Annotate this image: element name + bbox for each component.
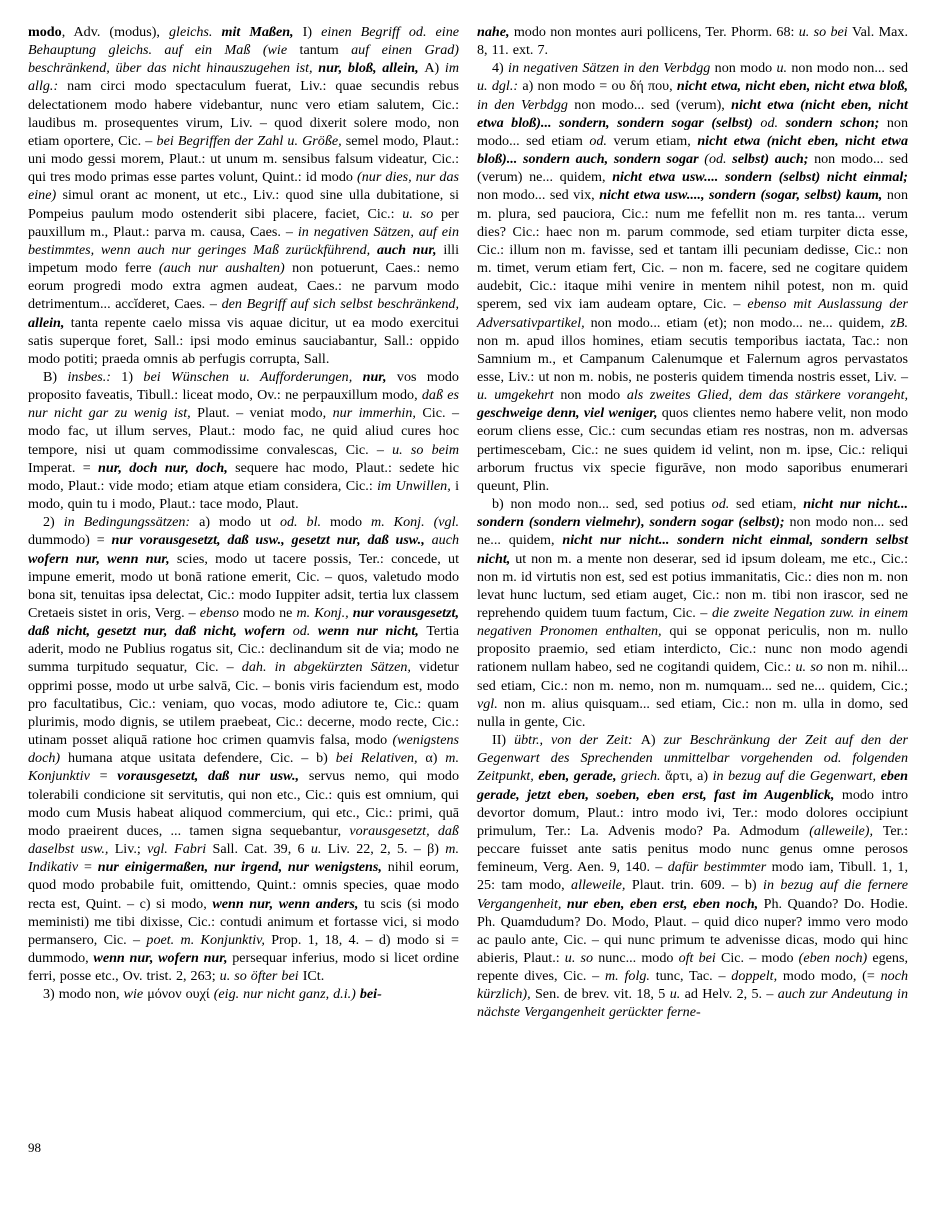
text-segment: (od. xyxy=(704,151,733,168)
text-segment: persequar inferius, modo si licet ordine ferri, posse etc., Ov. trist. 2, 263; xyxy=(28,949,459,985)
text-segment: u. dgl.: xyxy=(477,78,523,95)
text-segment: qui se opponat periculis, non m. nullo proposito praemio, sed etiam interdicto, Cic.: nunc non modo agendi rationem nullam habeo, sed ne cogitandi quidem, Cic.: xyxy=(477,623,908,676)
text-segment: Prop. 1, 18, 4. – d) modo si = dummodo, xyxy=(28,931,459,966)
text-segment: einen Begriff od. eine Behauptung gleichs. auf ein Maß (wie xyxy=(28,24,460,59)
text-segment: nicht nur nicht... sondern (sondern vielmehr), sondern sogar (selbst); xyxy=(477,496,908,531)
text-segment: sed etiam, xyxy=(736,496,804,513)
text-segment: nicht nur nicht... sondern nicht einmal, sondern selbst nicht, xyxy=(477,532,909,567)
text-segment: modo modo, (= xyxy=(782,968,881,985)
text-segment: od. xyxy=(760,114,786,131)
text-segment: noch kürzlich), xyxy=(477,968,908,1003)
text-segment: eben gerade, jetzt eben, soeben, eben erst, fast im Augenblick, xyxy=(477,768,908,803)
text-segment: nicht etwa (nicht eben, nicht etwa bloß)... sondern, sondern sogar (selbst) xyxy=(477,96,908,131)
text-segment: vorausgesetzt, daß daselbst usw., xyxy=(28,822,459,858)
text-segment: bei- xyxy=(359,986,382,1003)
text-segment: u. so beim xyxy=(392,441,459,458)
text-segment: = xyxy=(83,859,98,876)
text-segment: vorausgesetzt, daß nur usw., xyxy=(117,768,309,785)
column-right xyxy=(477,23,908,1022)
text-segment: u. xyxy=(669,986,685,1003)
text-segment: zB. xyxy=(890,314,908,331)
text-segment: in den Verbdgg xyxy=(477,96,575,113)
text-segment: eben, gerade, xyxy=(538,768,622,785)
text-segment: modo xyxy=(28,24,62,40)
text-segment: quos clientes nemo habere velit, non modo eorum cliens esse, Cic.: cum secundas etiam res nostras, non m. adversas pertimescebam, Cic.: ne sues quidem id velint, non m. ipse, Cic.: reliqui arborum fructus vix specie figurāve, non modo saporibus enumerari queunt, Plin. xyxy=(477,405,908,494)
text-segment: modo ne xyxy=(242,605,297,621)
text-segment: non potuerunt, Caes.: nemo eorum progredi modo extra agmen audeat, Caes.: ne parvum modo detrimentum... accĭderet, Caes. – xyxy=(28,260,459,313)
text-segment: videtur opprimi posse, modo ut urbe salvā, Cic. – bonis viris faciendum est, modo pro facultatibus, Cic.: veniam, quo vocas, modo adiutore te, Cic.: quam plurimis, modo dignis, se utilem praebeat, Cic.: decerne, modo recte, Cic.: utinam posset aliquā ratione hoc crimen quamvis falsa, modo xyxy=(28,659,459,749)
text-segment: dummodo) = xyxy=(28,532,112,549)
text-segment: Cic. – modo fac, ut illum serves, Plaut.: modo fac, ne quid aliud cures hoc tempore, nisi ut quam commodissime convalescas, Cic. – xyxy=(28,405,459,458)
text-segment: tu scis (si modo meministi) me tibi dixisse, Cic.: contudi animum et fortasse vici, si modo permansero, Cic. – xyxy=(28,895,459,948)
text-segment: (eig. nur nicht ganz, d.i.) xyxy=(213,986,360,1003)
text-segment: Ph. Quando? Do. Hodie. Ph. Quamdudum? Do. Modo, Plaut. – quid dico nuper? immo vero modo ac paulo ante, Cic. – qui nunc primum te advenisse dicas, modo qui hinc abieris, Plaut.: xyxy=(477,895,908,966)
text-segment: Tertia aderit, modo ne Publius rogatus sit, Cic.: declinandum sit de via; modo ne summa turpitudo sequatur, Cic. – xyxy=(28,623,459,676)
text-segment: m. Konj., xyxy=(296,605,353,621)
text-segment: in negativen Sätzen, auf ein bestimmtes, wenn auch nur geringes Maß zurückführend, xyxy=(28,223,459,258)
entry-paragraph xyxy=(477,59,908,495)
text-segment: Sen. de brev. vit. 18, 5 xyxy=(534,986,670,1003)
text-segment: wenn nur, wofern nur, xyxy=(93,949,233,966)
text-segment: ἄρτι, a) xyxy=(665,768,713,785)
text-segment: nur einigermaßen, nur irgend, nur wenigstens, xyxy=(97,859,388,876)
text-segment: A) xyxy=(640,732,664,749)
text-segment: übtr., von der Zeit: xyxy=(514,732,641,749)
text-segment: dah. in abgekürzten Sätzen, xyxy=(241,659,420,676)
text-segment: doppelt, xyxy=(731,968,783,985)
text-segment: egens, repente dives, Cic. – xyxy=(477,949,908,985)
text-segment: non m. nihil... sed etiam, Cic.: non m. nemo, non m. numquam... sed ne... quidem, Cic.; xyxy=(477,659,908,694)
text-segment: servus nemo, qui modo tolerabili condicione sit servitutis, qui non etc., Cic.: quis est omnium, qui modo cum Musis habeat aliquod commercium, qui etc., Cic.: primi, quā modo praeirent duces, ... tamen signa sequebantur, xyxy=(28,768,459,839)
text-segment: nur, bloß, allein, xyxy=(318,60,425,77)
text-segment: im Unwillen, xyxy=(377,477,456,494)
text-segment: zur Beschränkung der Zeit auf den der Gegenwart des Sprechenden unmittelbar vorgehenden od. folgenden Zeitpunkt, xyxy=(477,732,908,785)
text-segment: , Adv. (modus), xyxy=(61,24,169,40)
text-segment: u. xyxy=(776,60,792,77)
text-segment: ICt. xyxy=(302,968,325,985)
text-segment: verum etiam, xyxy=(613,132,698,149)
text-segment: b) non modo non... sed, sed potius xyxy=(492,496,712,513)
text-segment: bei Begriffen der Zahl u. Größe, xyxy=(156,132,346,149)
text-segment: Val. Max. 8, 11. ext. 7. xyxy=(477,24,908,59)
text-segment: Imperat. = xyxy=(28,459,99,476)
text-segment: in negativen Sätzen in den Verbdgg xyxy=(508,60,715,77)
text-segment: vgl. xyxy=(477,695,504,712)
text-segment: I) xyxy=(302,24,322,40)
text-segment: u. umgekehrt xyxy=(477,387,561,404)
text-segment: (auch nur aushalten) xyxy=(158,260,293,277)
text-segment: non modo non... sed xyxy=(791,60,909,77)
text-segment: Sall. Cat. 39, 6 xyxy=(212,841,311,858)
text-segment: sondern schon; xyxy=(785,114,887,131)
text-segment: modo iam, Tibull. 1, 1, 25: tam modo, xyxy=(477,859,909,894)
text-segment: ut non m. a mente non deserar, sed id ipsum doleam, me etc., Cic.: non m. id virtutis non est, sed est potius immanitatis, Cic.: dies non m. non levat hunc luctum, sed etiam auget, Cic.: non m. tibi non irascor, sed ne reprehendo quidem tuum factum, Cic. – xyxy=(477,550,908,621)
text-segment: in bezug auf die Gegenwart, xyxy=(712,768,881,785)
text-segment: wenn nur, wenn anders, xyxy=(212,895,364,912)
text-segment: griech. xyxy=(621,768,666,785)
text-segment: insbes.: xyxy=(67,368,122,385)
text-segment: u. so xyxy=(564,949,599,966)
text-segment: non m. plura, sed pauciora, Cic.: num me fefellit non m. res tanta... verum dies? Cic.: haec non m. parum commode, sed etiam turpiter dicta esse, Cic.: illum non m. favisse, sed et tantam illi pecuniam dedisse, Cic.: non m. timet, verum etiam fert, Cic. – non m. facere, sed ne cogitare quidem audebit, Cic.: itaque mihi venire in mentem nihil potest, non m. quid sperem, sed vix iam audeam optare, Cic. – xyxy=(477,187,908,313)
text-segment: auch nur, xyxy=(376,241,444,258)
entry-paragraph xyxy=(28,985,459,1003)
text-segment: u. so xyxy=(795,659,828,676)
text-segment: gleichs. xyxy=(168,24,222,40)
entry-paragraph xyxy=(28,513,459,985)
text-segment: ad Helv. 2, 5. – xyxy=(684,986,778,1003)
text-segment: vgl. Fabri xyxy=(147,841,213,858)
text-segment: ebenso xyxy=(199,605,243,621)
text-segment: (eben noch) xyxy=(798,949,873,966)
text-segment: vos modo proposito faveatis, Tibull.: liceat modo, Ov.: ne perpauxillum modo, xyxy=(28,368,459,404)
text-segment: bei Wünschen u. Aufforderungen, xyxy=(143,368,363,385)
text-segment: nicht etwa (nicht eben, nicht etwa bloß)... sondern auch, sondern sogar xyxy=(477,132,909,168)
text-segment: u. xyxy=(310,841,328,858)
text-segment: mit Maßen, xyxy=(221,24,303,40)
text-segment: non modo xyxy=(714,60,777,77)
text-segment: nur, doch nur, doch, xyxy=(98,459,236,476)
text-segment: m. folg. xyxy=(605,968,656,985)
text-segment: nur immerhin, xyxy=(332,405,423,422)
text-segment: non modo... sed etiam xyxy=(477,114,909,149)
text-segment: (wenigstens doch) xyxy=(28,732,459,767)
text-segment: in Bedingungssätzen: xyxy=(63,514,200,531)
text-segment: 1) xyxy=(121,368,144,385)
page-number: 98 xyxy=(28,1140,41,1155)
text-segment: allein, xyxy=(28,314,71,331)
text-segment: Liv. 22, 2, 5. – β) xyxy=(327,841,446,858)
text-segment: tunc, Tac. – xyxy=(655,968,732,985)
text-columns xyxy=(28,23,908,1022)
text-segment: m. Konj. (vgl. xyxy=(371,514,460,531)
text-segment: illi impetum modo ferre xyxy=(28,241,459,277)
text-segment: die zweite Negation zuw. in einem negativen Pronomen enthalten, xyxy=(477,605,908,640)
text-segment: nunc... modo xyxy=(598,949,679,966)
text-segment: m. Indikativ xyxy=(28,841,459,876)
text-segment: wenn nur nicht, xyxy=(317,623,427,640)
text-segment: od. bl. xyxy=(279,514,330,531)
text-segment: nicht etwa, nicht eben, nicht etwa bloß, xyxy=(676,78,908,95)
text-segment: nihil eorum, quod modo probabile fuit, omittendo, Quint.: omnis species, quae modo recta est, Quint. – c) si modo, xyxy=(28,859,459,912)
text-segment: sequere hac modo, Plaut.: sedete hic modo, Plaut.: vide modo; etiam atque etiam considera, Cic.: xyxy=(28,459,460,494)
text-segment: selbst) auch; xyxy=(732,151,815,168)
entry-paragraph xyxy=(477,23,908,59)
text-segment: nur eben, eben erst, eben noch, xyxy=(566,895,764,912)
text-segment: auf einen Grad) beschränkend, über das nicht hinauszugehen ist, xyxy=(28,42,459,77)
text-segment: nur vorausgesetzt, daß usw., gesetzt nur, daß usw., xyxy=(111,532,432,549)
text-segment: im allg.: xyxy=(28,60,460,95)
entry-paragraph xyxy=(477,731,908,1022)
text-segment: od. xyxy=(292,623,318,640)
text-segment: nahe, xyxy=(477,24,514,40)
text-segment: a) non modo = ου δή που, xyxy=(522,78,677,95)
text-segment: B) xyxy=(43,368,68,385)
text-segment: (alleweile), xyxy=(809,822,883,839)
text-segment: bei Relativen, xyxy=(335,750,426,767)
text-segment: modo xyxy=(329,514,372,531)
text-segment: in bezug auf die fernere Vergangenheit, xyxy=(477,877,908,912)
text-segment: modo intro devortor domum, Plaut.: intro modo ivi, Ter.: modo dolores occipiunt primulum, Ter.: La. Advenis modo? Pa. Admodum xyxy=(477,786,908,839)
text-segment: nicht etwa usw...., sondern (sogar, selbst) kaum, xyxy=(599,187,887,204)
text-segment: Plaut. – veniat modo, xyxy=(197,405,333,422)
text-segment: daß es nur nicht gar zu wenig ist, xyxy=(28,387,459,422)
text-segment: alleweile, xyxy=(571,877,632,894)
text-segment: i modo, quin tu i modo, Plaut.: tace modo, Plaut. xyxy=(28,477,459,513)
text-segment: a) modo ut xyxy=(199,514,280,531)
text-segment: als zweites Glied, dem das stärkere vorangeht, xyxy=(626,387,909,404)
text-segment: modo non montes auri pollicens, Ter. Phorm. 68: xyxy=(513,24,799,40)
column-left xyxy=(28,23,459,1022)
text-segment: non modo... sed (verum) ne... quidem, xyxy=(477,151,908,186)
text-segment: α) xyxy=(425,750,446,767)
text-segment: u. so xyxy=(402,205,441,222)
text-segment: oft bei xyxy=(678,949,721,966)
text-segment: wie xyxy=(123,986,148,1003)
text-segment: II) xyxy=(492,732,515,749)
text-segment: non modo... sed (verum), xyxy=(574,96,732,113)
text-segment: poet. m. Konjunktiv, xyxy=(146,931,272,948)
text-segment: u. so bei xyxy=(798,24,852,40)
text-segment: tanta repente caelo missa vis aquae dicitur, ut ea modo exercitui satis superque foret, Sall.: ipsi modo eminus sauciabantur, Sall.: oppido modo potiti; praeda omnis ab perfugis corrupta, Sall. xyxy=(28,314,460,367)
text-segment: (nur dies, nur das eine) xyxy=(28,169,459,204)
text-segment: non modo xyxy=(560,387,627,404)
text-segment: dafür bestimmter xyxy=(667,859,772,876)
text-segment: m. Konjunktiv xyxy=(28,750,459,785)
text-segment: od. xyxy=(711,496,737,513)
text-segment: humana atque usitata defendere, Cic. – b) xyxy=(67,750,336,767)
text-segment: u. so öfter bei xyxy=(219,968,303,985)
text-segment: auch xyxy=(431,532,459,549)
text-segment: non modo non... sed ne... quidem, xyxy=(477,514,908,549)
text-segment: A) xyxy=(424,60,445,77)
text-segment: 4) xyxy=(492,60,509,77)
text-segment: Ter.: peccare fuisset ante satis penitus modo nunc genus omne perosos femineum, Verg. Aen. 9, 140. – xyxy=(477,822,908,876)
text-segment: semel modo, Plaut.: uni modo gessi morem, Plaut.: ut unum m. sensibus falsum videatur, Cic.: qui tres modo primas esse partes volunt, Quint.: id modo xyxy=(28,132,459,186)
text-segment: Plaut. trin. 609. – b) xyxy=(631,877,764,894)
text-segment: non modo... sed vix, xyxy=(477,187,600,204)
text-segment: nur vorausgesetzt, daß nicht, gesetzt nur, daß nicht, wofern xyxy=(28,605,459,640)
text-segment: tantum xyxy=(299,42,352,59)
text-segment: non m. alius quisquam... sed etiam, Cic.: non m. ulla in domo, sed nulla in gente, Cic. xyxy=(477,695,908,730)
text-segment: den Begriff auf sich selbst beschränkend, xyxy=(221,296,459,313)
entry-paragraph xyxy=(477,495,908,731)
text-segment: 2) xyxy=(43,514,64,531)
text-segment: 3) modo non, xyxy=(43,986,124,1003)
text-segment: ebenso mit Auslassung der Adversativpartikel, xyxy=(477,296,908,331)
entry-paragraph xyxy=(28,368,459,513)
text-segment: nicht etwa usw.... sondern (selbst) nicht einmal; xyxy=(612,169,908,186)
text-segment: auch zur Andeutung in nächste Vergangenheit gerückter ferne- xyxy=(477,986,908,1021)
text-segment: wofern nur, wenn nur, xyxy=(28,550,177,567)
text-segment: simul orant ac monent, ut etc., Liv.: quod sine ulla dubitatione, si Pompeius paulum modo ostenderit sibi placere, faciet, Cic.: xyxy=(28,187,459,222)
text-segment: nur, xyxy=(362,368,397,385)
text-segment: μόνον ουχί xyxy=(147,986,214,1003)
text-segment: per pauxillum m., Plaut.: parva m. causa, Caes. – xyxy=(28,205,459,240)
text-segment: od. xyxy=(589,132,614,149)
text-segment: = xyxy=(99,768,118,785)
entry-paragraph xyxy=(28,23,459,368)
text-segment: non m. apud illos homines, etiam secutis temporibus iactata, Tac.: non Samnium m., et Campanum Calenumque et Falernum agros pervastatos esse, Liv.: ut non m. nobis, ne posteris quidem timenda nostris esset, Liv. – xyxy=(477,332,908,385)
text-segment: non modo... etiam (et); non modo... ne... quidem, xyxy=(590,314,891,331)
text-segment: scies, modo ut tacere possis, Ter.: concede, ut impune emerit, modo ut bonā ratione emerit, Cic. – quos, valetudo modo bona sit, tenuitas ipsa delectat, Cic.: modo Iuppiter adsit, tertia lux classem Cretaeis sistet in oris, Verg. – xyxy=(28,550,459,621)
text-segment: nam circi modo spectaculum fuerat, Liv.: quae secundis rebus delectationem modo habere videbantur, nunc vero etiam salutem, Cic.: laudibus m. prosequentes virum, Liv. – quod dixerit solere modo, non etiam oportere, Cic. – xyxy=(28,78,460,149)
text-segment: Cic. – modo xyxy=(720,949,799,966)
text-segment: Liv.; xyxy=(114,841,148,858)
text-segment: geschweige denn, viel weniger, xyxy=(477,405,662,422)
